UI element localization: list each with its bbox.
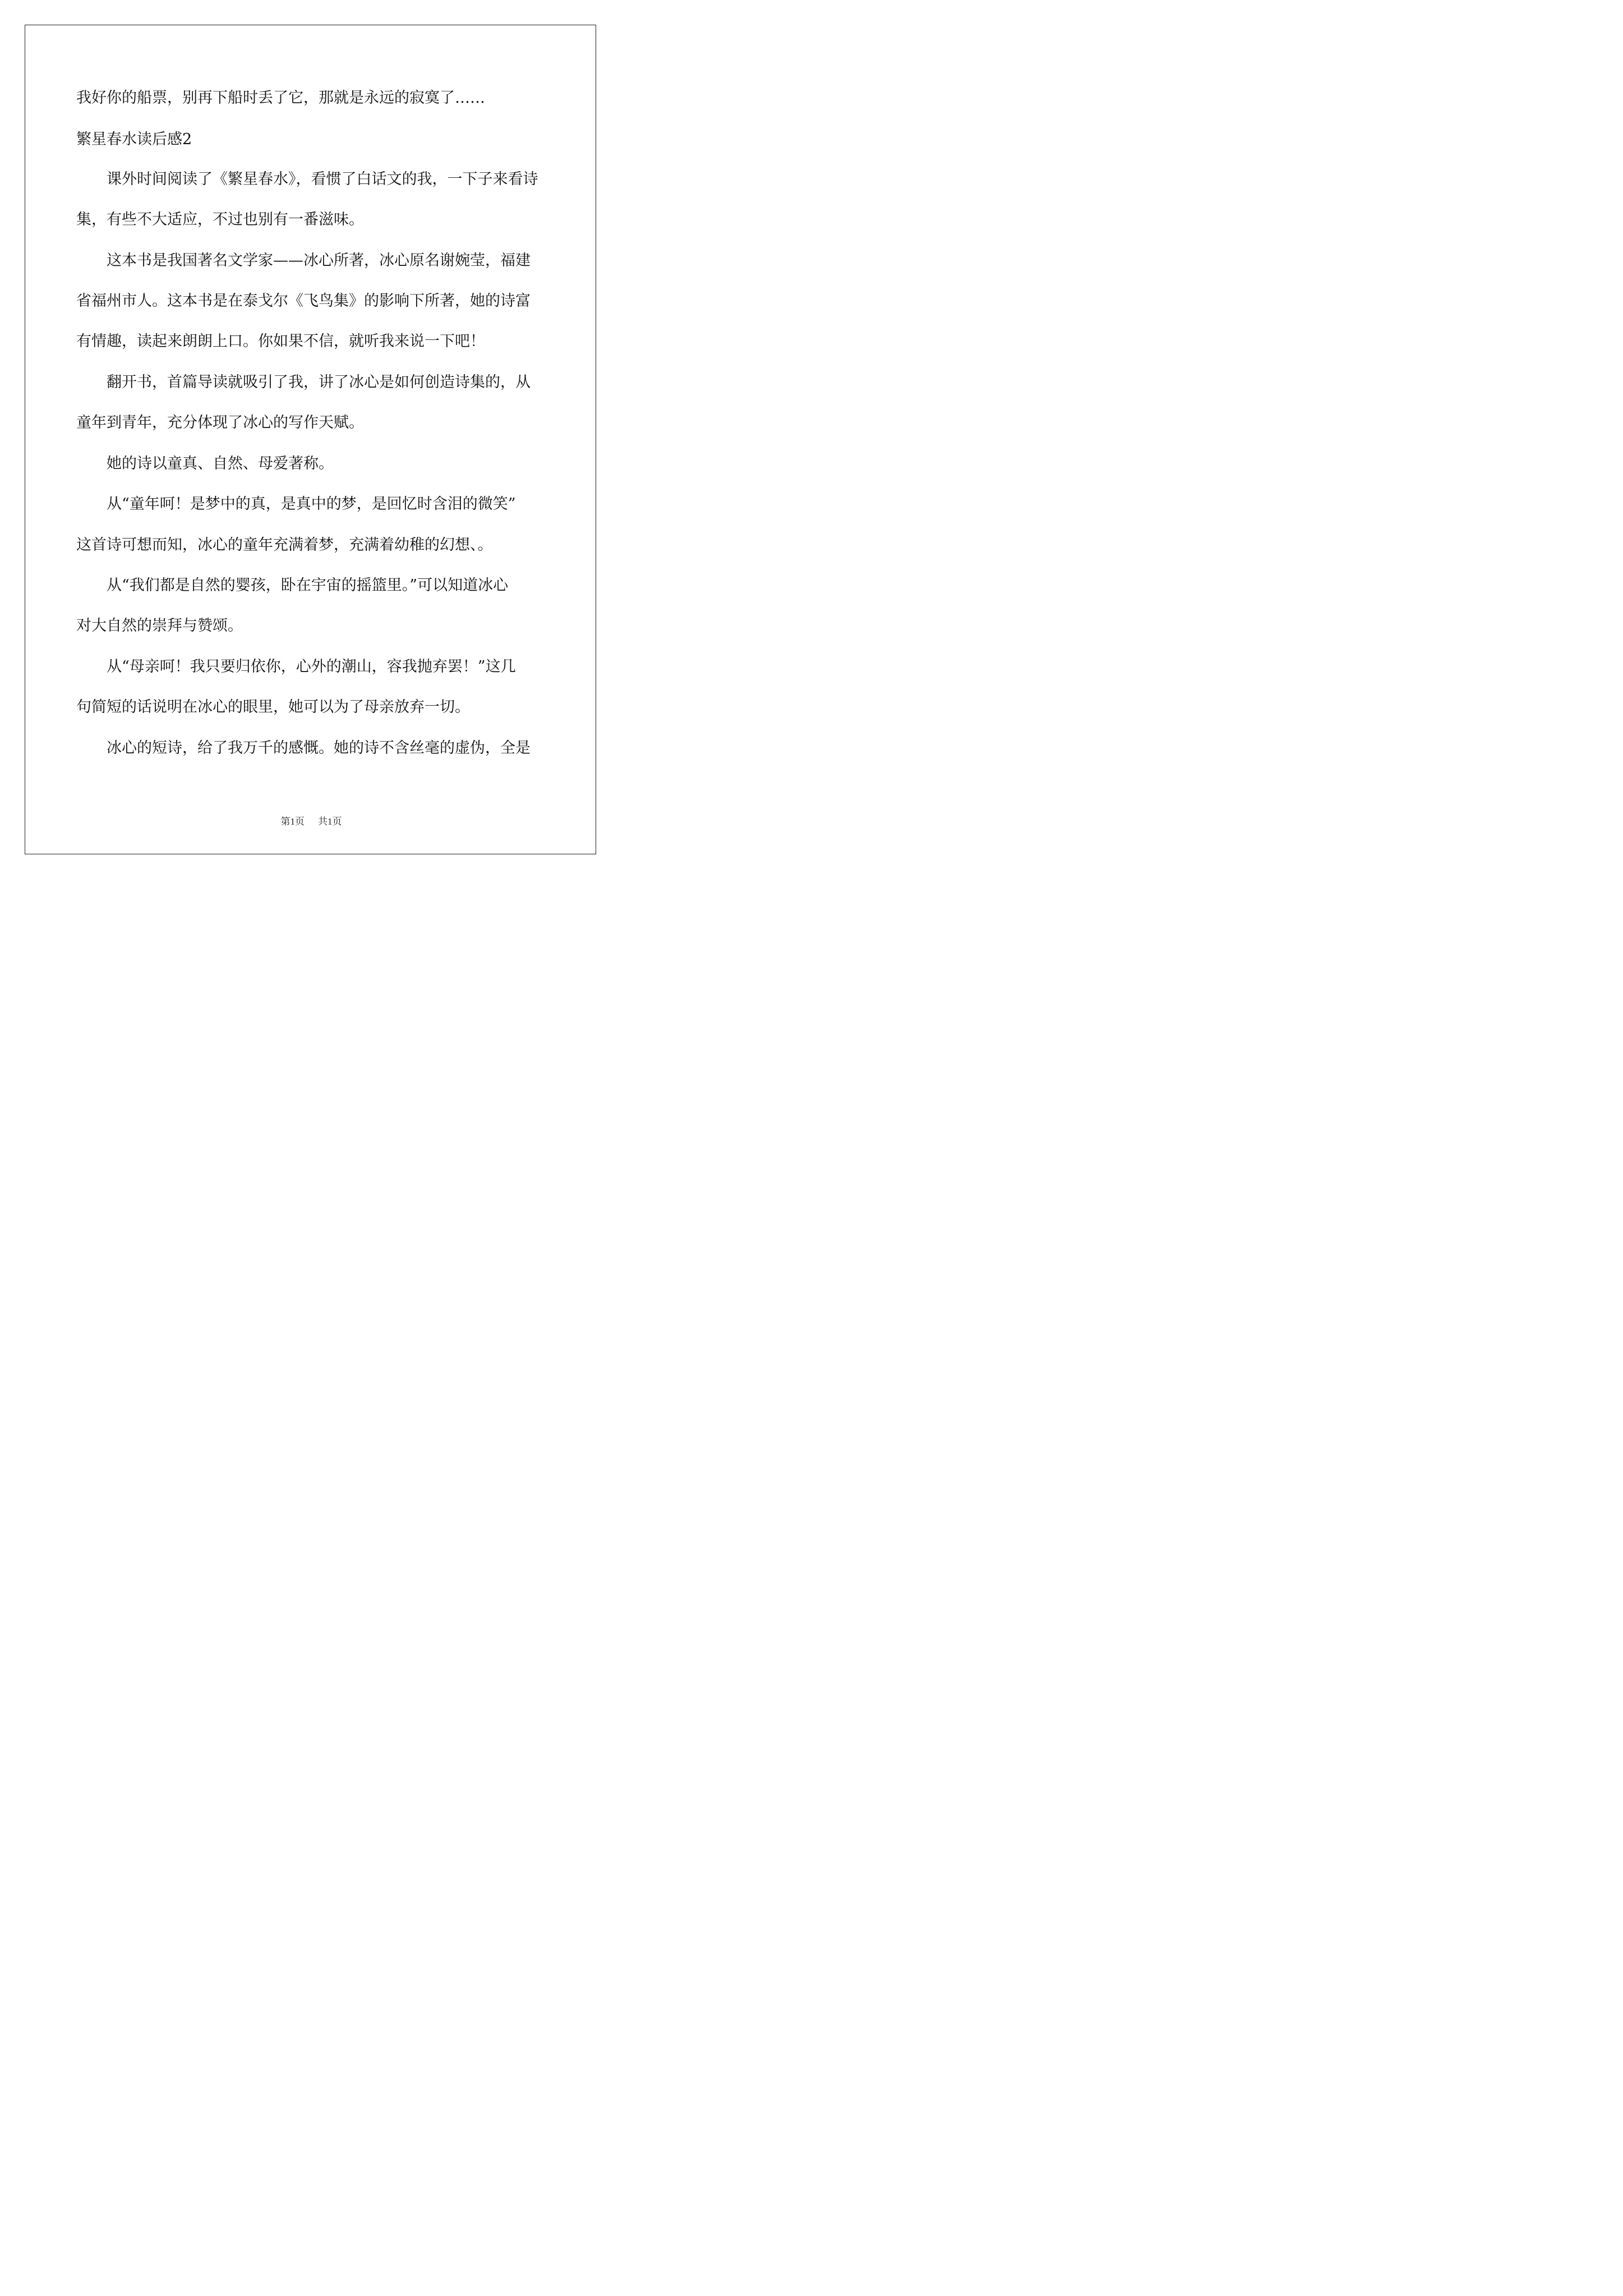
page-footer xyxy=(0,813,623,827)
paragraph-line: 这首诗可想而知，冰心的童年充满着梦，充满着幼稚的幻想、。 xyxy=(76,536,493,554)
page-number: 第1页 xyxy=(280,816,305,827)
paragraph-line: 句简短的话说明在冰心的眼里，她可以为了母亲放弃一切。 xyxy=(76,698,470,716)
paragraph-line: 冰心的短诗，给了我万千的感慨。她的诗不含丝毫的虚伪，全是 xyxy=(107,739,531,757)
section-heading: 繁星春水读后感2 xyxy=(76,131,192,148)
paragraph-line: 翻开书，首篇导读就吸引了我，讲了冰心是如何创造诗集的，从 xyxy=(107,374,531,391)
paragraph-line: 从“童年呵！是梦中的真，是真中的梦，是回忆时含泪的微笑” xyxy=(107,495,516,513)
paragraph-line: 从“我们都是自然的婴孩，卧在宇宙的摇篮里。”可以知道冰心 xyxy=(107,577,509,594)
text-line-continuation: 我好你的船票，别再下船时丢了它，那就是永远的寂寞了…… xyxy=(76,89,485,107)
paragraph-line: 省福州市人。这本书是在泰戈尔《飞鸟集》的影响下所著，她的诗富 xyxy=(76,292,531,310)
paragraph-line: 集，有些不大适应，不过也别有一番滋味。 xyxy=(76,211,364,228)
paragraph-line: 对大自然的崇拜与赞颂。 xyxy=(76,617,243,634)
paragraph-line: 有情趣，读起来朗朗上口。你如果不信，就听我来说一下吧！ xyxy=(76,333,485,350)
page-total: 共1页 xyxy=(318,816,342,827)
paragraph-line: 课外时间阅读了《繁星春水》，看惯了白话文的我，一下子来看诗 xyxy=(107,171,538,188)
paragraph-line: 她的诗以童真、自然、母爱著称。 xyxy=(107,455,334,472)
paragraph-line: 从“母亲呵！我只要归依你，心外的潮山，容我抛弃罢！”这几 xyxy=(107,658,516,675)
paragraph-line: 这本书是我国著名文学家——冰心所著，冰心原名谢婉莹，福建 xyxy=(107,252,531,269)
paragraph-line: 童年到青年，充分体现了冰心的写作天赋。 xyxy=(76,414,364,431)
